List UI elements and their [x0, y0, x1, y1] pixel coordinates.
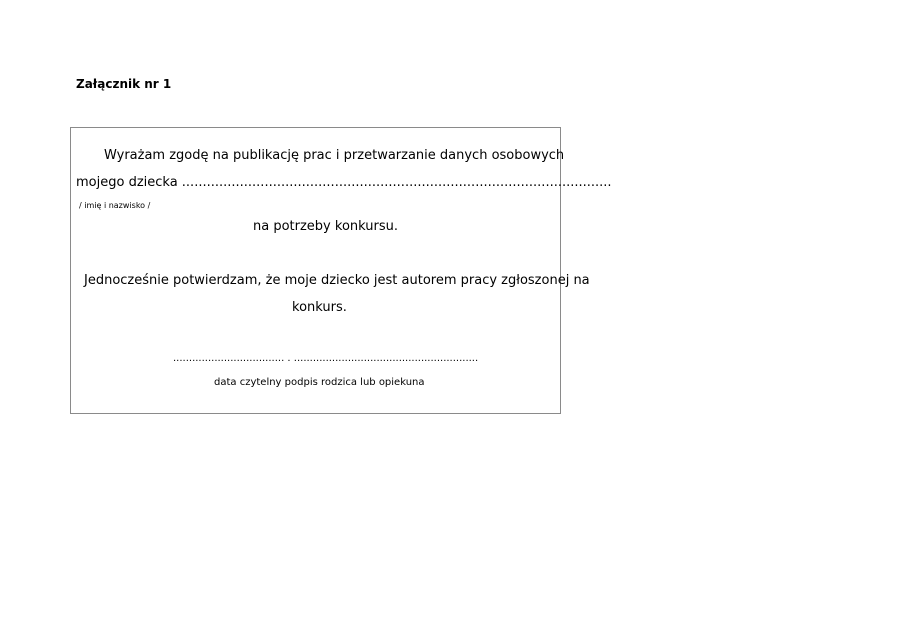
signature-caption: data czytelny podpis rodzica lub opiekuna	[214, 377, 425, 388]
child-name-field-line: mojego dziecka ........................................................................................................	[76, 175, 612, 190]
consent-statement-line-1: Wyrażam zgodę na publikację prac i przetwarzanie danych osobowych	[104, 148, 565, 163]
authorship-statement-line-1: Jednocześnie potwierdzam, że moje dziecko jest autorem pracy zgłoszonej na	[84, 273, 590, 288]
attachment-heading: Załącznik nr 1	[76, 77, 172, 91]
consent-statement-line-3: na potrzeby konkursu.	[253, 219, 398, 234]
name-field-hint: / imię i nazwisko /	[79, 201, 151, 210]
authorship-statement-line-2: konkurs.	[292, 300, 347, 315]
consent-form-box	[70, 127, 612, 414]
signature-dotted-line: ................................... . ..........................................................	[173, 353, 479, 364]
